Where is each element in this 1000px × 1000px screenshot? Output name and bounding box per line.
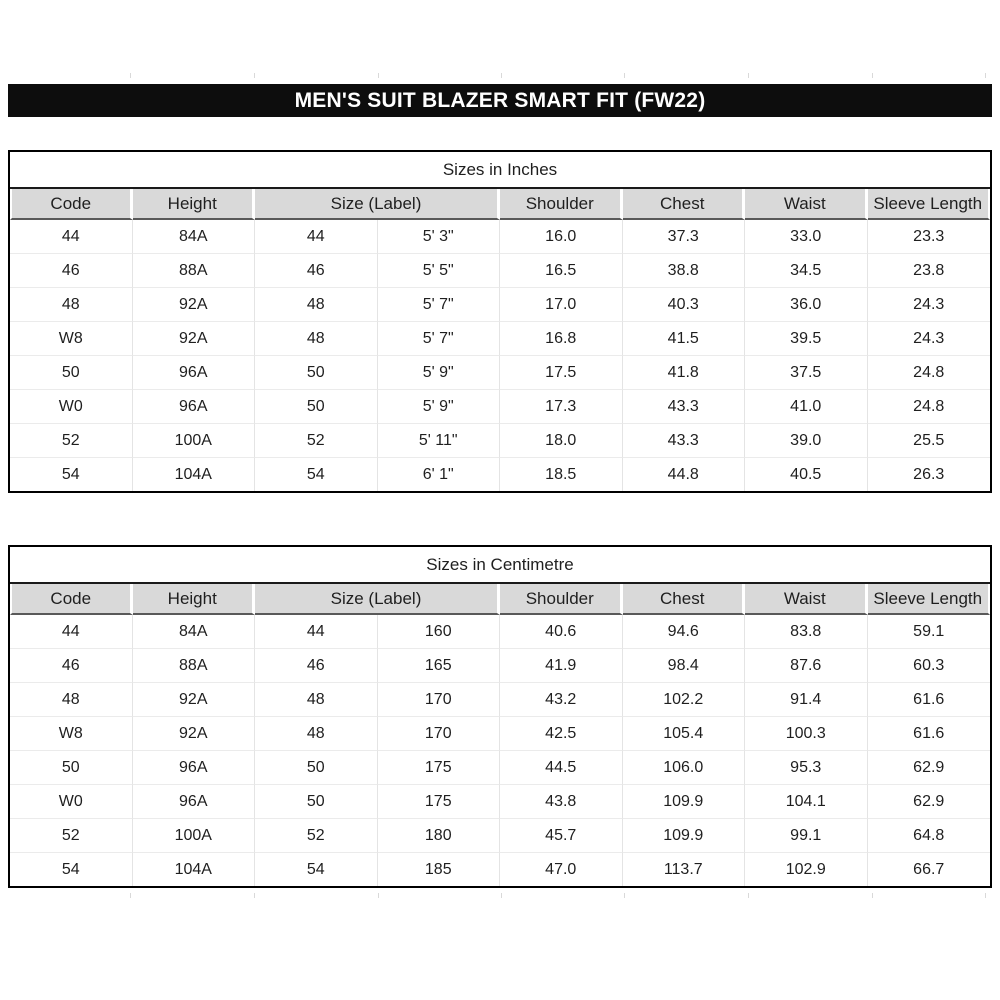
table-cell: 25.5 [868,424,991,458]
chart-title-bar [8,84,992,117]
table-cell: 94.6 [623,615,746,649]
table-cell: 6' 1" [378,458,501,491]
table-cell: 45.7 [500,819,623,853]
table-row [10,853,990,886]
table-cell: 170 [378,717,501,751]
table-cell: 100.3 [745,717,868,751]
table-cell: 50 [255,785,378,819]
table-cell: 92A [133,322,256,356]
table-row [10,288,990,322]
table-cell: 160 [378,615,501,649]
gridline-tick [748,73,749,78]
column-header: Waist [745,584,868,615]
table-cell: 37.3 [623,220,746,254]
table-cell: 54 [10,853,133,886]
column-header: Chest [623,189,746,220]
table-row [10,458,990,491]
table-cell: 96A [133,356,256,390]
table-cell: 41.8 [623,356,746,390]
table-cell: 47.0 [500,853,623,886]
table-cell: 41.0 [745,390,868,424]
table-cell: 60.3 [868,649,991,683]
table-cell: 91.4 [745,683,868,717]
table-title: Sizes in Inches [10,152,990,189]
table-cell: 66.7 [868,853,991,886]
table-cell: 23.8 [868,254,991,288]
table-cell: 38.8 [623,254,746,288]
column-header: Height [133,189,256,220]
table-cell: 17.5 [500,356,623,390]
table-cell: 44 [10,615,133,649]
table-cell: 5' 11" [378,424,501,458]
table-cell: 43.3 [623,390,746,424]
table-cell: 41.5 [623,322,746,356]
table-cell: W0 [10,390,133,424]
table-cell: 26.3 [868,458,991,491]
table-row [10,717,990,751]
table-cell: 165 [378,649,501,683]
table-cell: 5' 7" [378,322,501,356]
gridline-tick [130,893,131,898]
sizes-in-inches-table [8,150,992,493]
size-table [8,545,992,888]
table-row [10,649,990,683]
table-cell: 105.4 [623,717,746,751]
table-cell: 83.8 [745,615,868,649]
table-cell: 50 [255,356,378,390]
table-cell: 24.8 [868,356,991,390]
table-cell: 40.5 [745,458,868,491]
column-header: Size (Label) [255,584,500,615]
sizes-in-centimetre-table [8,545,992,888]
table-cell: 33.0 [745,220,868,254]
table-cell: 16.8 [500,322,623,356]
column-header: Waist [745,189,868,220]
table-cell: 43.3 [623,424,746,458]
gridline-tick [872,893,873,898]
table-cell: 88A [133,649,256,683]
table-cell: 109.9 [623,819,746,853]
table-cell: 175 [378,785,501,819]
table-cell: 16.0 [500,220,623,254]
table-cell: 39.5 [745,322,868,356]
column-header: Sleeve Length [868,584,991,615]
column-header: Sleeve Length [868,189,991,220]
table-cell: 87.6 [745,649,868,683]
gridline-tick [254,893,255,898]
table-cell: 50 [10,356,133,390]
table-row [10,683,990,717]
table-cell: 102.2 [623,683,746,717]
table-row [10,751,990,785]
table-cell: 46 [10,254,133,288]
table-cell: 16.5 [500,254,623,288]
table-cell: 52 [255,424,378,458]
table-cell: 36.0 [745,288,868,322]
column-header: Code [10,584,133,615]
table-cell: 40.3 [623,288,746,322]
table-cell: 54 [255,853,378,886]
chart-title: MEN'S SUIT BLAZER SMART FIT (FW22) [294,88,706,112]
table-cell: W0 [10,785,133,819]
table-cell: 92A [133,717,256,751]
table-cell: 46 [10,649,133,683]
size-table [8,150,992,493]
table-cell: 99.1 [745,819,868,853]
table-cell: 44.5 [500,751,623,785]
table-cell: 48 [10,288,133,322]
table-cell: 48 [255,683,378,717]
table-cell: 96A [133,751,256,785]
table-cell: 48 [255,717,378,751]
table-cell: 46 [255,254,378,288]
column-header: Code [10,189,133,220]
table-cell: 44 [255,615,378,649]
table-cell: 18.0 [500,424,623,458]
table-row [10,322,990,356]
table-cell: 84A [133,615,256,649]
gridline-tick [985,73,986,78]
table-row [10,615,990,649]
gridline-tick [624,893,625,898]
table-cell: 96A [133,390,256,424]
column-header: Chest [623,584,746,615]
table-cell: 84A [133,220,256,254]
column-header-row [10,584,990,615]
table-cell: 17.0 [500,288,623,322]
table-cell: 54 [255,458,378,491]
gridline-tick [748,893,749,898]
table-cell: W8 [10,717,133,751]
table-cell: 5' 7" [378,288,501,322]
table-cell: 5' 5" [378,254,501,288]
table-cell: 50 [10,751,133,785]
column-header: Size (Label) [255,189,500,220]
table-cell: 54 [10,458,133,491]
table-cell: 48 [255,322,378,356]
table-cell: 5' 3" [378,220,501,254]
table-cell: 24.3 [868,322,991,356]
table-cell: 43.8 [500,785,623,819]
table-cell: 5' 9" [378,390,501,424]
gridline-tick [378,893,379,898]
table-title-row [10,152,990,189]
table-row [10,390,990,424]
column-header: Shoulder [500,584,623,615]
gridline-tick [624,73,625,78]
table-row [10,424,990,458]
table-title: Sizes in Centimetre [10,547,990,584]
table-cell: 18.5 [500,458,623,491]
table-cell: 104.1 [745,785,868,819]
table-cell: 98.4 [623,649,746,683]
table-cell: 102.9 [745,853,868,886]
table-row [10,254,990,288]
table-cell: 180 [378,819,501,853]
column-header-row [10,189,990,220]
table-cell: 61.6 [868,717,991,751]
table-cell: 24.3 [868,288,991,322]
table-cell: 39.0 [745,424,868,458]
table-cell: 100A [133,424,256,458]
table-cell: 92A [133,288,256,322]
column-header: Height [133,584,256,615]
table-cell: 17.3 [500,390,623,424]
table-cell: 104A [133,458,256,491]
table-row [10,819,990,853]
table-cell: 62.9 [868,751,991,785]
table-cell: 59.1 [868,615,991,649]
table-cell: 88A [133,254,256,288]
table-cell: 48 [10,683,133,717]
table-cell: 109.9 [623,785,746,819]
table-cell: 185 [378,853,501,886]
table-cell: 40.6 [500,615,623,649]
table-cell: 170 [378,683,501,717]
table-cell: 23.3 [868,220,991,254]
table-title-row [10,547,990,584]
gridline-tick [872,73,873,78]
table-cell: 52 [10,424,133,458]
gridline-tick [501,73,502,78]
table-cell: 175 [378,751,501,785]
table-cell: 50 [255,751,378,785]
table-cell: 113.7 [623,853,746,886]
table-cell: 46 [255,649,378,683]
table-cell: 92A [133,683,256,717]
table-cell: 48 [255,288,378,322]
table-cell: 50 [255,390,378,424]
table-row [10,356,990,390]
table-cell: 34.5 [745,254,868,288]
table-cell: 44 [10,220,133,254]
table-cell: 61.6 [868,683,991,717]
gridline-tick [985,893,986,898]
table-cell: 106.0 [623,751,746,785]
table-row [10,785,990,819]
table-cell: W8 [10,322,133,356]
table-cell: 44 [255,220,378,254]
gridline-tick [501,893,502,898]
gridline-tick [130,73,131,78]
table-cell: 52 [10,819,133,853]
table-cell: 64.8 [868,819,991,853]
table-cell: 96A [133,785,256,819]
table-cell: 62.9 [868,785,991,819]
table-cell: 52 [255,819,378,853]
table-cell: 42.5 [500,717,623,751]
table-cell: 5' 9" [378,356,501,390]
table-cell: 100A [133,819,256,853]
table-cell: 24.8 [868,390,991,424]
gridline-tick [378,73,379,78]
gridline-tick [254,73,255,78]
table-cell: 104A [133,853,256,886]
table-cell: 43.2 [500,683,623,717]
table-cell: 95.3 [745,751,868,785]
table-cell: 37.5 [745,356,868,390]
table-cell: 44.8 [623,458,746,491]
table-cell: 41.9 [500,649,623,683]
table-row [10,220,990,254]
column-header: Shoulder [500,189,623,220]
